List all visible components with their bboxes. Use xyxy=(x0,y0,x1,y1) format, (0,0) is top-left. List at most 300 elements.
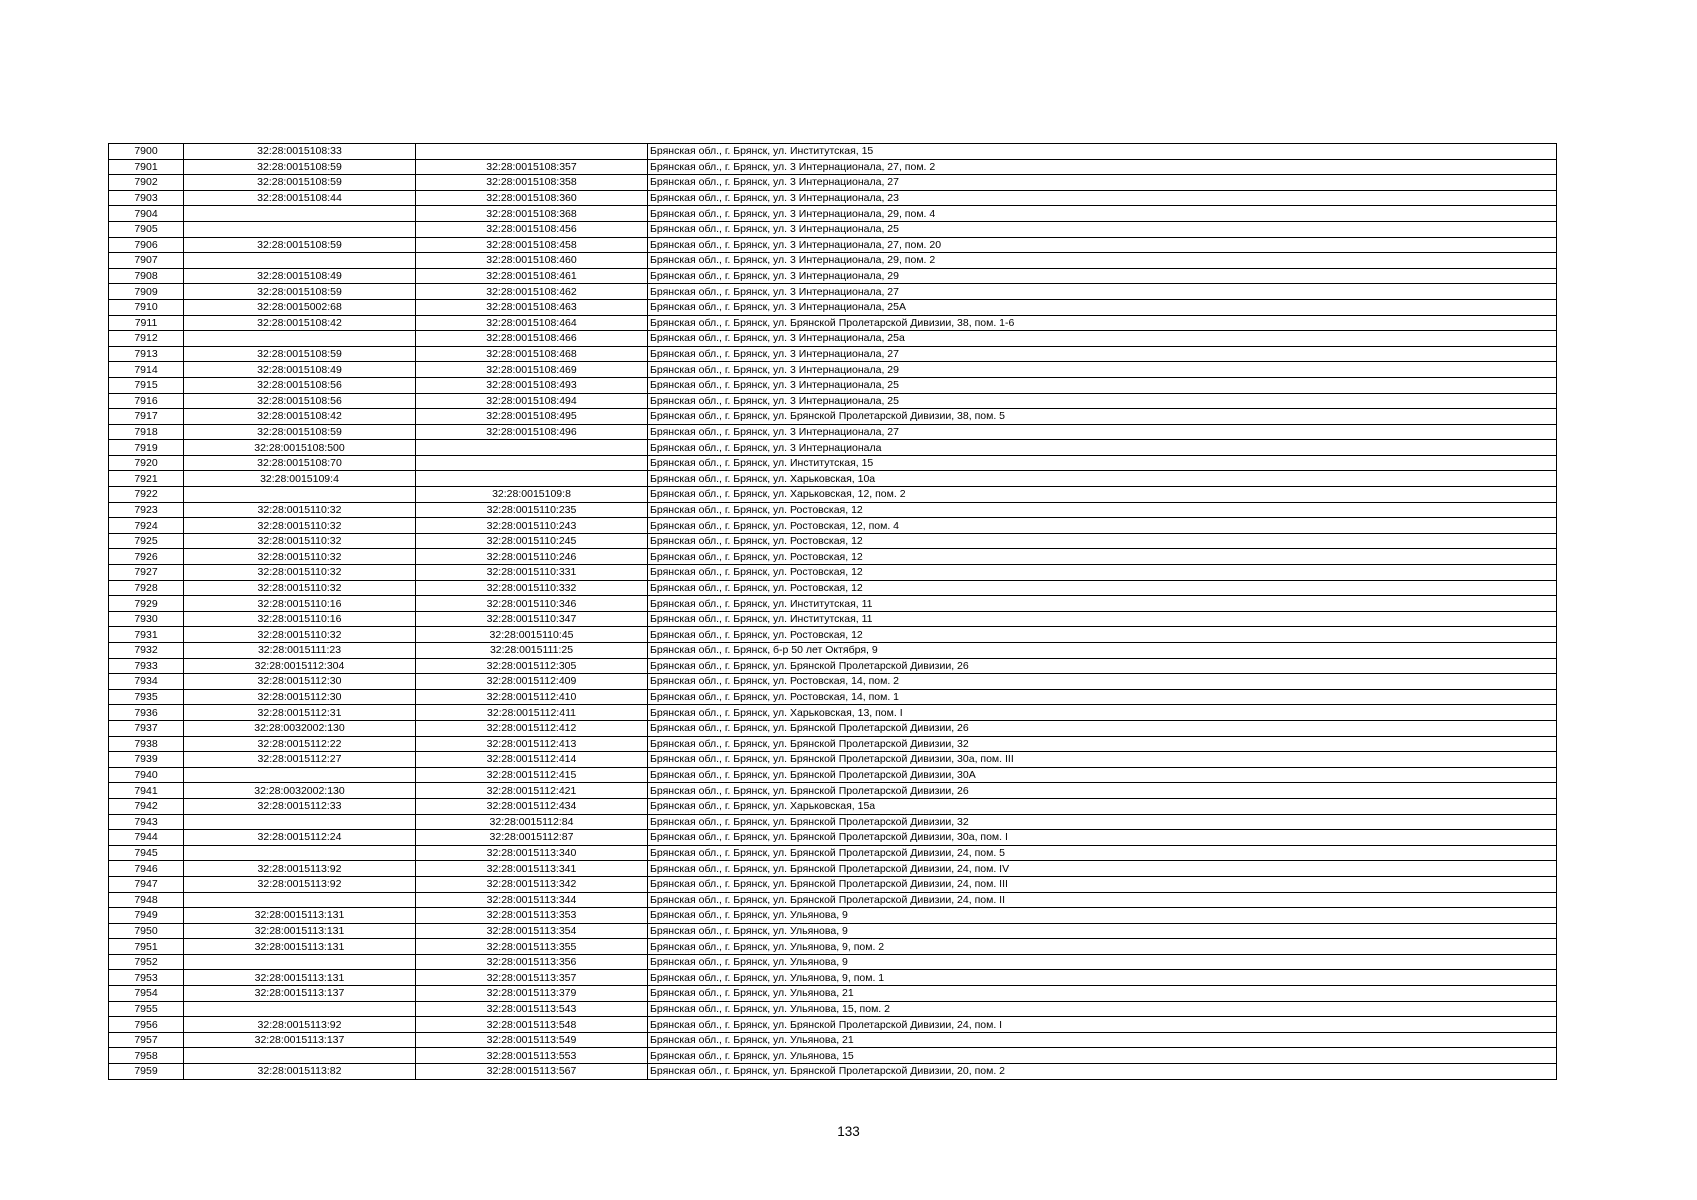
object-cadastral-number-cell: 32:28:0015112:413 xyxy=(416,736,648,752)
object-cadastral-number-cell: 32:28:0015108:456 xyxy=(416,221,648,237)
address-cell: Брянская обл., г. Брянск, ул. Брянской Пролетарской Дивизии, 38, пом. 5 xyxy=(648,409,1557,425)
address-cell: Брянская обл., г. Брянск, ул. Брянской Пролетарской Дивизии, 38, пом. 1-6 xyxy=(648,315,1557,331)
address-cell: Брянская обл., г. Брянск, ул. Ростовская, 12 xyxy=(648,565,1557,581)
table-row xyxy=(109,175,1557,191)
address-cell: Брянская обл., г. Брянск, ул. Ульянова, 9 xyxy=(648,954,1557,970)
row-number-cell: 7958 xyxy=(109,1048,184,1064)
object-cadastral-number-cell: 32:28:0015112:409 xyxy=(416,674,648,690)
address-cell: Брянская обл., г. Брянск, ул. Ульянова, 9, пом. 1 xyxy=(648,970,1557,986)
row-number-cell: 7924 xyxy=(109,518,184,534)
table-row xyxy=(109,331,1557,347)
parcel-cadastral-number-cell: 32:28:0015110:16 xyxy=(184,611,416,627)
address-cell: Брянская обл., г. Брянск, ул. Харьковская, 12, пом. 2 xyxy=(648,487,1557,503)
parcel-cadastral-number-cell xyxy=(184,253,416,269)
object-cadastral-number-cell: 32:28:0015110:45 xyxy=(416,627,648,643)
object-cadastral-number-cell: 32:28:0015108:493 xyxy=(416,377,648,393)
address-cell: Брянская обл., г. Брянск, ул. Брянской Пролетарской Дивизии, 24, пом. 5 xyxy=(648,845,1557,861)
table-row xyxy=(109,596,1557,612)
row-number-cell: 7933 xyxy=(109,658,184,674)
parcel-cadastral-number-cell: 32:28:0015110:32 xyxy=(184,502,416,518)
table-row xyxy=(109,658,1557,674)
object-cadastral-number-cell: 32:28:0015110:246 xyxy=(416,549,648,565)
row-number-cell: 7942 xyxy=(109,798,184,814)
parcel-cadastral-number-cell: 32:28:0015108:59 xyxy=(184,284,416,300)
row-number-cell: 7948 xyxy=(109,892,184,908)
object-cadastral-number-cell: 32:28:0015113:553 xyxy=(416,1048,648,1064)
row-number-cell: 7922 xyxy=(109,487,184,503)
object-cadastral-number-cell: 32:28:0015110:235 xyxy=(416,502,648,518)
table-row xyxy=(109,471,1557,487)
address-cell: Брянская обл., г. Брянск, ул. Брянской Пролетарской Дивизии, 32 xyxy=(648,814,1557,830)
row-number-cell: 7955 xyxy=(109,1001,184,1017)
address-cell: Брянская обл., г. Брянск, ул. Брянской Пролетарской Дивизии, 30а, пом. III xyxy=(648,752,1557,768)
row-number-cell: 7909 xyxy=(109,284,184,300)
parcel-cadastral-number-cell: 32:28:0015108:49 xyxy=(184,268,416,284)
object-cadastral-number-cell: 32:28:0015108:468 xyxy=(416,346,648,362)
parcel-cadastral-number-cell: 32:28:0015113:131 xyxy=(184,923,416,939)
parcel-cadastral-number-cell: 32:28:0015112:24 xyxy=(184,830,416,846)
row-number-cell: 7915 xyxy=(109,377,184,393)
row-number-cell: 7908 xyxy=(109,268,184,284)
object-cadastral-number-cell xyxy=(416,455,648,471)
object-cadastral-number-cell: 32:28:0015108:460 xyxy=(416,253,648,269)
object-cadastral-number-cell: 32:28:0015108:495 xyxy=(416,409,648,425)
address-cell: Брянская обл., г. Брянск, ул. Брянской Пролетарской Дивизии, 32 xyxy=(648,736,1557,752)
address-cell: Брянская обл., г. Брянск, ул. Ульянова, 21 xyxy=(648,1032,1557,1048)
row-number-cell: 7926 xyxy=(109,549,184,565)
parcel-cadastral-number-cell xyxy=(184,221,416,237)
address-cell: Брянская обл., г. Брянск, ул. Ульянова, 15 xyxy=(648,1048,1557,1064)
address-cell: Брянская обл., г. Брянск, ул. Ростовская, 12 xyxy=(648,580,1557,596)
row-number-cell: 7906 xyxy=(109,237,184,253)
object-cadastral-number-cell: 32:28:0015113:340 xyxy=(416,845,648,861)
address-cell: Брянская обл., г. Брянск, ул. 3 Интернационала, 27, пом. 20 xyxy=(648,237,1557,253)
row-number-cell: 7910 xyxy=(109,299,184,315)
page-number: 133 xyxy=(837,1124,860,1139)
address-cell: Брянская обл., г. Брянск, ул. Брянской Пролетарской Дивизии, 30А xyxy=(648,767,1557,783)
object-cadastral-number-cell: 32:28:0015112:410 xyxy=(416,689,648,705)
table-row xyxy=(109,1001,1557,1017)
parcel-cadastral-number-cell: 32:28:0015110:16 xyxy=(184,596,416,612)
table-row xyxy=(109,237,1557,253)
row-number-cell: 7941 xyxy=(109,783,184,799)
object-cadastral-number-cell: 32:28:0015113:342 xyxy=(416,876,648,892)
object-cadastral-number-cell: 32:28:0015113:543 xyxy=(416,1001,648,1017)
parcel-cadastral-number-cell: 32:28:0015002:68 xyxy=(184,299,416,315)
row-number-cell: 7956 xyxy=(109,1017,184,1033)
table-row xyxy=(109,268,1557,284)
object-cadastral-number-cell: 32:28:0015112:411 xyxy=(416,705,648,721)
parcel-cadastral-number-cell: 32:28:0015113:131 xyxy=(184,908,416,924)
row-number-cell: 7946 xyxy=(109,861,184,877)
row-number-cell: 7903 xyxy=(109,190,184,206)
object-cadastral-number-cell: 32:28:0015108:462 xyxy=(416,284,648,300)
row-number-cell: 7943 xyxy=(109,814,184,830)
row-number-cell: 7923 xyxy=(109,502,184,518)
object-cadastral-number-cell: 32:28:0015108:466 xyxy=(416,331,648,347)
object-cadastral-number-cell: 32:28:0015113:341 xyxy=(416,861,648,877)
parcel-cadastral-number-cell: 32:28:0015110:32 xyxy=(184,580,416,596)
parcel-cadastral-number-cell: 32:28:0015112:30 xyxy=(184,689,416,705)
address-cell: Брянская обл., г. Брянск, ул. Ростовская, 12 xyxy=(648,502,1557,518)
address-cell: Брянская обл., г. Брянск, ул. Харьковская, 13, пом. I xyxy=(648,705,1557,721)
row-number-cell: 7931 xyxy=(109,627,184,643)
parcel-cadastral-number-cell: 32:28:0015113:131 xyxy=(184,939,416,955)
parcel-cadastral-number-cell: 32:28:0015111:23 xyxy=(184,643,416,659)
object-cadastral-number-cell xyxy=(416,144,648,160)
address-cell: Брянская обл., г. Брянск, ул. Брянской Пролетарской Дивизии, 24, пом. III xyxy=(648,876,1557,892)
parcel-cadastral-number-cell: 32:28:0015108:56 xyxy=(184,377,416,393)
address-cell: Брянская обл., г. Брянск, ул. 3 Интернационала, 23 xyxy=(648,190,1557,206)
row-number-cell: 7951 xyxy=(109,939,184,955)
table-row xyxy=(109,487,1557,503)
parcel-cadastral-number-cell: 32:28:0015108:42 xyxy=(184,315,416,331)
parcel-cadastral-number-cell: 32:28:0015108:59 xyxy=(184,424,416,440)
address-cell: Брянская обл., г. Брянск, ул. 3 Интернационала, 29, пом. 4 xyxy=(648,206,1557,222)
table-row xyxy=(109,720,1557,736)
row-number-cell: 7917 xyxy=(109,409,184,425)
address-cell: Брянская обл., г. Брянск, ул. Институтская, 15 xyxy=(648,455,1557,471)
row-number-cell: 7932 xyxy=(109,643,184,659)
table-row xyxy=(109,939,1557,955)
parcel-cadastral-number-cell xyxy=(184,1001,416,1017)
object-cadastral-number-cell: 32:28:0015113:379 xyxy=(416,986,648,1002)
parcel-cadastral-number-cell: 32:28:0015113:137 xyxy=(184,986,416,1002)
object-cadastral-number-cell: 32:28:0015112:84 xyxy=(416,814,648,830)
object-cadastral-number-cell: 32:28:0015110:332 xyxy=(416,580,648,596)
address-cell: Брянская обл., г. Брянск, ул. Ростовская, 12 xyxy=(648,627,1557,643)
address-cell: Брянская обл., г. Брянск, ул. Институтская, 15 xyxy=(648,144,1557,160)
object-cadastral-number-cell: 32:28:0015108:469 xyxy=(416,362,648,378)
object-cadastral-number-cell: 32:28:0015108:357 xyxy=(416,159,648,175)
address-cell: Брянская обл., г. Брянск, ул. 3 Интернационала, 29 xyxy=(648,362,1557,378)
address-cell: Брянская обл., г. Брянск, ул. 3 Интернационала, 25А xyxy=(648,299,1557,315)
parcel-cadastral-number-cell: 32:28:0015108:49 xyxy=(184,362,416,378)
address-cell: Брянская обл., г. Брянск, ул. Брянской Пролетарской Дивизии, 26 xyxy=(648,658,1557,674)
table-row xyxy=(109,502,1557,518)
object-cadastral-number-cell xyxy=(416,471,648,487)
parcel-cadastral-number-cell: 32:28:0015113:92 xyxy=(184,1017,416,1033)
object-cadastral-number-cell: 32:28:0015108:496 xyxy=(416,424,648,440)
table-row xyxy=(109,580,1557,596)
parcel-cadastral-number-cell xyxy=(184,487,416,503)
table-row xyxy=(109,518,1557,534)
table-row xyxy=(109,424,1557,440)
object-cadastral-number-cell: 32:28:0015113:355 xyxy=(416,939,648,955)
row-number-cell: 7911 xyxy=(109,315,184,331)
table-row xyxy=(109,284,1557,300)
parcel-cadastral-number-cell: 32:28:0015113:137 xyxy=(184,1032,416,1048)
parcel-cadastral-number-cell: 32:28:0015108:56 xyxy=(184,393,416,409)
row-number-cell: 7947 xyxy=(109,876,184,892)
address-cell: Брянская обл., г. Брянск, ул. Брянской Пролетарской Дивизии, 26 xyxy=(648,720,1557,736)
parcel-cadastral-number-cell: 32:28:0015112:30 xyxy=(184,674,416,690)
object-cadastral-number-cell xyxy=(416,440,648,456)
table-row xyxy=(109,1017,1557,1033)
parcel-cadastral-number-cell xyxy=(184,845,416,861)
table-row xyxy=(109,346,1557,362)
object-cadastral-number-cell: 32:28:0015112:421 xyxy=(416,783,648,799)
parcel-cadastral-number-cell: 32:28:0015108:59 xyxy=(184,175,416,191)
table-row xyxy=(109,1064,1557,1080)
row-number-cell: 7959 xyxy=(109,1064,184,1080)
table-row xyxy=(109,705,1557,721)
object-cadastral-number-cell: 32:28:0015112:87 xyxy=(416,830,648,846)
parcel-cadastral-number-cell: 32:28:0015112:22 xyxy=(184,736,416,752)
row-number-cell: 7950 xyxy=(109,923,184,939)
parcel-cadastral-number-cell: 32:28:0015108:59 xyxy=(184,346,416,362)
row-number-cell: 7936 xyxy=(109,705,184,721)
table-row xyxy=(109,643,1557,659)
address-cell: Брянская обл., г. Брянск, ул. Ростовская, 14, пом. 2 xyxy=(648,674,1557,690)
address-cell: Брянская обл., г. Брянск, ул. 3 Интернационала, 27 xyxy=(648,346,1557,362)
row-number-cell: 7928 xyxy=(109,580,184,596)
object-cadastral-number-cell: 32:28:0015111:25 xyxy=(416,643,648,659)
table-row xyxy=(109,814,1557,830)
address-cell: Брянская обл., г. Брянск, ул. Ростовская, 14, пом. 1 xyxy=(648,689,1557,705)
parcel-cadastral-number-cell: 32:28:0032002:130 xyxy=(184,720,416,736)
parcel-cadastral-number-cell: 32:28:0015110:32 xyxy=(184,565,416,581)
parcel-cadastral-number-cell: 32:28:0015112:33 xyxy=(184,798,416,814)
address-cell: Брянская обл., г. Брянск, ул. Ростовская, 12, пом. 4 xyxy=(648,518,1557,534)
table-row xyxy=(109,190,1557,206)
row-number-cell: 7930 xyxy=(109,611,184,627)
object-cadastral-number-cell: 32:28:0015108:368 xyxy=(416,206,648,222)
object-cadastral-number-cell: 32:28:0015113:353 xyxy=(416,908,648,924)
parcel-cadastral-number-cell: 32:28:0015108:44 xyxy=(184,190,416,206)
object-cadastral-number-cell: 32:28:0015113:354 xyxy=(416,923,648,939)
object-cadastral-number-cell: 32:28:0015113:548 xyxy=(416,1017,648,1033)
table-row xyxy=(109,954,1557,970)
row-number-cell: 7919 xyxy=(109,440,184,456)
table-row xyxy=(109,845,1557,861)
object-cadastral-number-cell: 32:28:0015110:346 xyxy=(416,596,648,612)
table-row xyxy=(109,752,1557,768)
row-number-cell: 7927 xyxy=(109,565,184,581)
object-cadastral-number-cell: 32:28:0015110:243 xyxy=(416,518,648,534)
table-row xyxy=(109,221,1557,237)
row-number-cell: 7913 xyxy=(109,346,184,362)
registry-table xyxy=(108,143,1557,1080)
table-row xyxy=(109,206,1557,222)
object-cadastral-number-cell: 32:28:0015113:356 xyxy=(416,954,648,970)
address-cell: Брянская обл., г. Брянск, ул. 3 Интернационала, 29, пом. 2 xyxy=(648,253,1557,269)
address-cell: Брянская обл., г. Брянск, ул. Брянской Пролетарской Дивизии, 24, пом. II xyxy=(648,892,1557,908)
row-number-cell: 7945 xyxy=(109,845,184,861)
table-row xyxy=(109,970,1557,986)
row-number-cell: 7939 xyxy=(109,752,184,768)
address-cell: Брянская обл., г. Брянск, ул. Брянской Пролетарской Дивизии, 30а, пом. I xyxy=(648,830,1557,846)
row-number-cell: 7916 xyxy=(109,393,184,409)
address-cell: Брянская обл., г. Брянск, ул. 3 Интернационала xyxy=(648,440,1557,456)
parcel-cadastral-number-cell: 32:28:0015108:59 xyxy=(184,237,416,253)
parcel-cadastral-number-cell: 32:28:0015112:304 xyxy=(184,658,416,674)
object-cadastral-number-cell: 32:28:0015113:549 xyxy=(416,1032,648,1048)
table-row xyxy=(109,299,1557,315)
address-cell: Брянская обл., г. Брянск, ул. 3 Интернационала, 25 xyxy=(648,377,1557,393)
address-cell: Брянская обл., г. Брянск, ул. 3 Интернационала, 27, пом. 2 xyxy=(648,159,1557,175)
parcel-cadastral-number-cell: 32:28:0015109:4 xyxy=(184,471,416,487)
table-row xyxy=(109,1048,1557,1064)
row-number-cell: 7954 xyxy=(109,986,184,1002)
object-cadastral-number-cell: 32:28:0015108:461 xyxy=(416,268,648,284)
object-cadastral-number-cell: 32:28:0015108:358 xyxy=(416,175,648,191)
address-cell: Брянская обл., г. Брянск, ул. Ульянова, 9 xyxy=(648,923,1557,939)
row-number-cell: 7938 xyxy=(109,736,184,752)
row-number-cell: 7944 xyxy=(109,830,184,846)
parcel-cadastral-number-cell xyxy=(184,814,416,830)
table-row xyxy=(109,533,1557,549)
parcel-cadastral-number-cell xyxy=(184,954,416,970)
row-number-cell: 7904 xyxy=(109,206,184,222)
parcel-cadastral-number-cell: 32:28:0032002:130 xyxy=(184,783,416,799)
row-number-cell: 7907 xyxy=(109,253,184,269)
address-cell: Брянская обл., г. Брянск, ул. 3 Интернационала, 25а xyxy=(648,331,1557,347)
table-row xyxy=(109,923,1557,939)
object-cadastral-number-cell: 32:28:0015113:357 xyxy=(416,970,648,986)
table-row xyxy=(109,861,1557,877)
row-number-cell: 7914 xyxy=(109,362,184,378)
table-row xyxy=(109,440,1557,456)
row-number-cell: 7920 xyxy=(109,455,184,471)
table-row xyxy=(109,1032,1557,1048)
table-row xyxy=(109,455,1557,471)
address-cell: Брянская обл., г. Брянск, ул. Брянской Пролетарской Дивизии, 26 xyxy=(648,783,1557,799)
address-cell: Брянская обл., г. Брянск, ул. Брянской Пролетарской Дивизии, 24, пом. I xyxy=(648,1017,1557,1033)
address-cell: Брянская обл., г. Брянск, ул. 3 Интернационала, 25 xyxy=(648,221,1557,237)
row-number-cell: 7940 xyxy=(109,767,184,783)
address-cell: Брянская обл., г. Брянск, ул. Ростовская, 12 xyxy=(648,549,1557,565)
address-cell: Брянская обл., г. Брянск, ул. 3 Интернационала, 25 xyxy=(648,393,1557,409)
parcel-cadastral-number-cell xyxy=(184,331,416,347)
object-cadastral-number-cell: 32:28:0015112:434 xyxy=(416,798,648,814)
parcel-cadastral-number-cell xyxy=(184,767,416,783)
table-row xyxy=(109,409,1557,425)
address-cell: Брянская обл., г. Брянск, ул. Ульянова, 21 xyxy=(648,986,1557,1002)
row-number-cell: 7929 xyxy=(109,596,184,612)
parcel-cadastral-number-cell xyxy=(184,892,416,908)
object-cadastral-number-cell: 32:28:0015112:415 xyxy=(416,767,648,783)
table-row xyxy=(109,892,1557,908)
table-row xyxy=(109,674,1557,690)
table-row xyxy=(109,362,1557,378)
row-number-cell: 7918 xyxy=(109,424,184,440)
table-row xyxy=(109,908,1557,924)
table-row xyxy=(109,377,1557,393)
parcel-cadastral-number-cell: 32:28:0015110:32 xyxy=(184,533,416,549)
table-row xyxy=(109,830,1557,846)
row-number-cell: 7934 xyxy=(109,674,184,690)
parcel-cadastral-number-cell: 32:28:0015108:70 xyxy=(184,455,416,471)
address-cell: Брянская обл., г. Брянск, ул. Ульянова, 9 xyxy=(648,908,1557,924)
row-number-cell: 7925 xyxy=(109,533,184,549)
table-row xyxy=(109,736,1557,752)
parcel-cadastral-number-cell: 32:28:0015110:32 xyxy=(184,549,416,565)
parcel-cadastral-number-cell: 32:28:0015108:500 xyxy=(184,440,416,456)
row-number-cell: 7901 xyxy=(109,159,184,175)
object-cadastral-number-cell: 32:28:0015108:458 xyxy=(416,237,648,253)
parcel-cadastral-number-cell: 32:28:0015110:32 xyxy=(184,518,416,534)
row-number-cell: 7957 xyxy=(109,1032,184,1048)
parcel-cadastral-number-cell: 32:28:0015113:92 xyxy=(184,861,416,877)
row-number-cell: 7912 xyxy=(109,331,184,347)
table-row xyxy=(109,986,1557,1002)
parcel-cadastral-number-cell: 32:28:0015112:27 xyxy=(184,752,416,768)
object-cadastral-number-cell: 32:28:0015110:347 xyxy=(416,611,648,627)
row-number-cell: 7921 xyxy=(109,471,184,487)
object-cadastral-number-cell: 32:28:0015112:414 xyxy=(416,752,648,768)
parcel-cadastral-number-cell: 32:28:0015110:32 xyxy=(184,627,416,643)
row-number-cell: 7900 xyxy=(109,144,184,160)
row-number-cell: 7952 xyxy=(109,954,184,970)
table-row xyxy=(109,253,1557,269)
object-cadastral-number-cell: 32:28:0015108:463 xyxy=(416,299,648,315)
object-cadastral-number-cell: 32:28:0015112:305 xyxy=(416,658,648,674)
object-cadastral-number-cell: 32:28:0015113:567 xyxy=(416,1064,648,1080)
parcel-cadastral-number-cell: 32:28:0015113:82 xyxy=(184,1064,416,1080)
table-row xyxy=(109,611,1557,627)
object-cadastral-number-cell: 32:28:0015108:494 xyxy=(416,393,648,409)
address-cell: Брянская обл., г. Брянск, ул. Брянской Пролетарской Дивизии, 20, пом. 2 xyxy=(648,1064,1557,1080)
address-cell: Брянская обл., г. Брянск, ул. Ульянова, 15, пом. 2 xyxy=(648,1001,1557,1017)
table-row xyxy=(109,315,1557,331)
parcel-cadastral-number-cell: 32:28:0015108:33 xyxy=(184,144,416,160)
address-cell: Брянская обл., г. Брянск, ул. Ульянова, 9, пом. 2 xyxy=(648,939,1557,955)
address-cell: Брянская обл., г. Брянск, ул. 3 Интернационала, 29 xyxy=(648,268,1557,284)
object-cadastral-number-cell: 32:28:0015113:344 xyxy=(416,892,648,908)
table-row xyxy=(109,144,1557,160)
address-cell: Брянская обл., г. Брянск, ул. Харьковская, 10а xyxy=(648,471,1557,487)
row-number-cell: 7937 xyxy=(109,720,184,736)
row-number-cell: 7953 xyxy=(109,970,184,986)
parcel-cadastral-number-cell xyxy=(184,206,416,222)
table-row xyxy=(109,159,1557,175)
table-row xyxy=(109,627,1557,643)
row-number-cell: 7905 xyxy=(109,221,184,237)
object-cadastral-number-cell: 32:28:0015109:8 xyxy=(416,487,648,503)
address-cell: Брянская обл., г. Брянск, ул. Институтская, 11 xyxy=(648,596,1557,612)
address-cell: Брянская обл., г. Брянск, ул. Брянской Пролетарской Дивизии, 24, пом. IV xyxy=(648,861,1557,877)
table-row xyxy=(109,876,1557,892)
table-row xyxy=(109,393,1557,409)
object-cadastral-number-cell: 32:28:0015110:245 xyxy=(416,533,648,549)
row-number-cell: 7902 xyxy=(109,175,184,191)
parcel-cadastral-number-cell: 32:28:0015113:92 xyxy=(184,876,416,892)
object-cadastral-number-cell: 32:28:0015110:331 xyxy=(416,565,648,581)
parcel-cadastral-number-cell: 32:28:0015113:131 xyxy=(184,970,416,986)
table-row xyxy=(109,565,1557,581)
row-number-cell: 7935 xyxy=(109,689,184,705)
address-cell: Брянская обл., г. Брянск, ул. 3 Интернационала, 27 xyxy=(648,284,1557,300)
table-row xyxy=(109,783,1557,799)
address-cell: Брянская обл., г. Брянск, ул. Харьковская, 15а xyxy=(648,798,1557,814)
address-cell: Брянская обл., г. Брянск, ул. Ростовская, 12 xyxy=(648,533,1557,549)
address-cell: Брянская обл., г. Брянск, ул. 3 Интернационала, 27 xyxy=(648,424,1557,440)
parcel-cadastral-number-cell: 32:28:0015108:42 xyxy=(184,409,416,425)
row-number-cell: 7949 xyxy=(109,908,184,924)
address-cell: Брянская обл., г. Брянск, б-р 50 лет Октября, 9 xyxy=(648,643,1557,659)
object-cadastral-number-cell: 32:28:0015108:360 xyxy=(416,190,648,206)
table-row xyxy=(109,689,1557,705)
parcel-cadastral-number-cell xyxy=(184,1048,416,1064)
registry-table-body xyxy=(109,144,1557,1080)
object-cadastral-number-cell: 32:28:0015108:464 xyxy=(416,315,648,331)
table-row xyxy=(109,767,1557,783)
address-cell: Брянская обл., г. Брянск, ул. 3 Интернационала, 27 xyxy=(648,175,1557,191)
object-cadastral-number-cell: 32:28:0015112:412 xyxy=(416,720,648,736)
parcel-cadastral-number-cell: 32:28:0015112:31 xyxy=(184,705,416,721)
address-cell: Брянская обл., г. Брянск, ул. Институтская, 11 xyxy=(648,611,1557,627)
